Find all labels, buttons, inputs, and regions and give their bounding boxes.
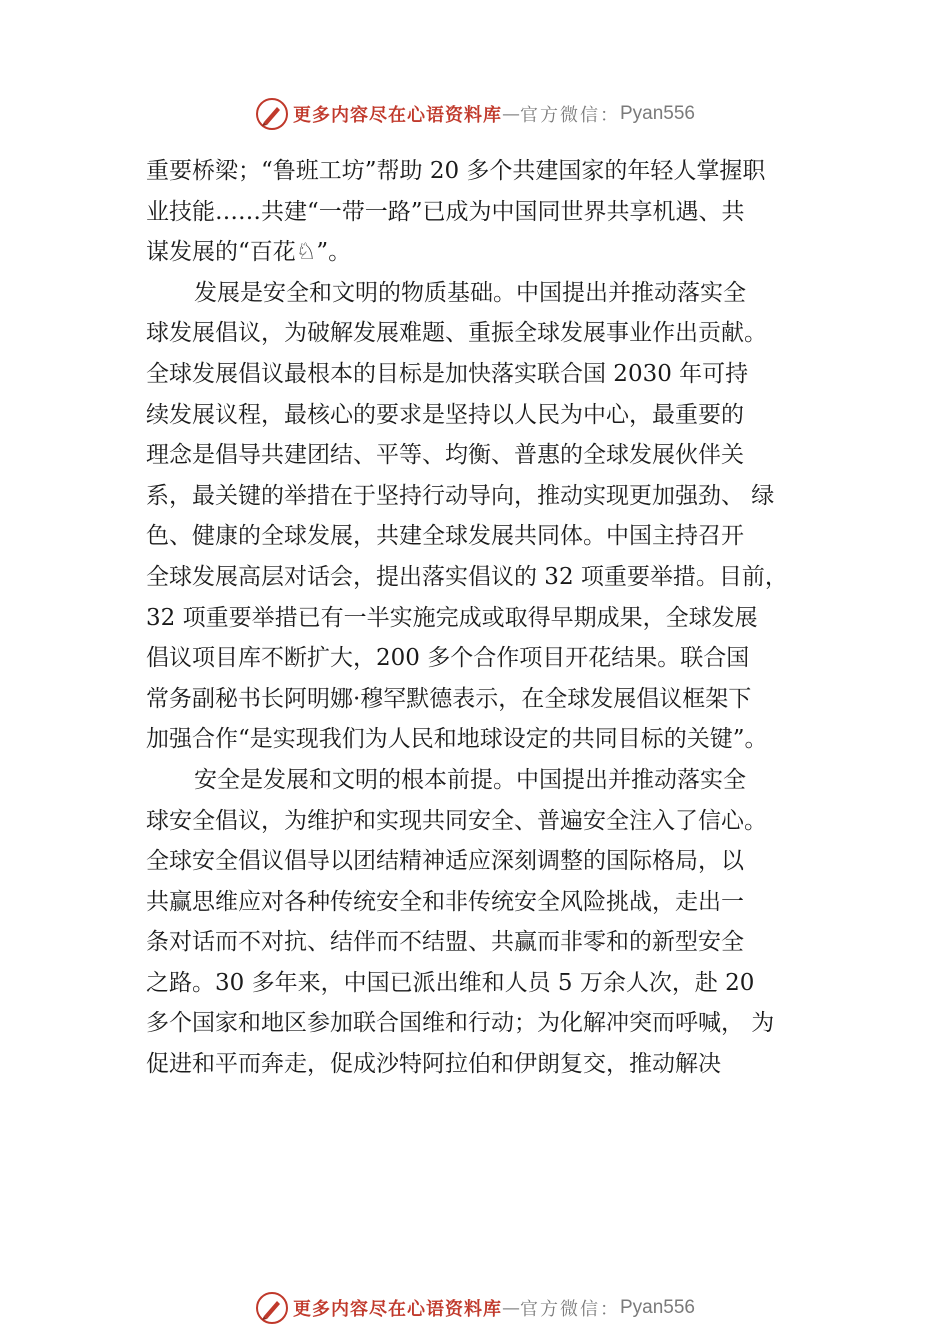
header-banner (0, 92, 950, 136)
paragraph-start-line: 发展是安全和文明的物质基础。中国提出并推动落实全 (194, 279, 746, 306)
text-line: 常务副秘书长阿明娜·穆罕默德表示，在全球发展倡议框架下 (146, 685, 752, 712)
header-brand: 更多内容尽在心语资料库 (292, 105, 502, 126)
text-line: 重要桥梁；“鲁班工坊”帮助 20 多个共建国家的年轻人掌握职 (146, 158, 766, 184)
text-line: 业技能……共建“一带一路”已成为中国同世界共享机遇、共 (146, 198, 745, 225)
text-line: 全球安全倡议倡导以团结精神适应深刻调整的国际格局，以 (146, 848, 744, 875)
text-line: 色、健康的全球发展，共建全球发展共同体。中国主持召开 (146, 523, 744, 550)
text-line: 之路。30 多年来，中国已派出维和人员 5 万余人次，赴 20 (146, 969, 755, 996)
footer-banner (0, 1286, 950, 1330)
text-line: 全球发展高层对话会，提出落实倡议的 32 项重要举措。目前， (146, 563, 788, 590)
text-line: 全球发展倡议最根本的目标是加快落实联合国 2030 年可持 (146, 360, 749, 387)
paragraph-start-line: 安全是发展和文明的根本前提。中国提出并推动落实全 (194, 766, 746, 793)
text-line: 倡议项目库不断扩大，200 多个合作项目开花结果。联合国 (146, 645, 750, 672)
text-line: 多个国家和地区参加联合国维和行动；为化解冲突而呼喊， 为 (146, 1010, 775, 1037)
text-line: 谋发展的“百花♘”。 (146, 239, 352, 266)
footer-wechat-id: Pyan556 (619, 1297, 695, 1318)
text-line: 理念是倡导共建团结、平等、均衡、普惠的全球发展伙伴关 (146, 442, 744, 469)
header-separator: — (501, 103, 520, 125)
footer-official-label: 官方微信： (519, 1299, 620, 1320)
text-line: 32 项重要举措已有一半实施完成或取得早期成果，全球发展 (146, 604, 758, 631)
text-line: 球安全倡议，为维护和实现共同安全、普遍安全注入了信心。 (146, 807, 767, 834)
header-wechat-id: Pyan556 (619, 103, 695, 124)
pen-logo-icon (255, 1291, 289, 1325)
footer-brand: 更多内容尽在心语资料库 (292, 1299, 502, 1320)
text-line: 共赢思维应对各种传统安全和非传统安全风险挑战，走出一 (146, 888, 744, 915)
header-official-label: 官方微信： (519, 105, 620, 126)
text-line: 促进和平而奔走，促成沙特阿拉伯和伊朗复交，推动解决 (146, 1051, 721, 1078)
text-line: 条对话而不对抗、结伴而不结盟、共赢而非零和的新型安全 (146, 929, 744, 956)
document-body (146, 151, 816, 1085)
pen-logo-icon (255, 97, 289, 131)
text-line: 球发展倡议，为破解发展难题、重振全球发展事业作出贡献。 (146, 320, 767, 347)
text-line: 系，最关键的举措在于坚持行动导向，推动实现更加强劲、 绿 (146, 482, 775, 509)
footer-separator: — (501, 1297, 520, 1319)
text-line: 加强合作“是实现我们为人民和地球设定的共同目标的关键”。 (146, 726, 768, 753)
text-line: 续发展议程，最核心的要求是坚持以人民为中心，最重要的 (146, 401, 744, 428)
